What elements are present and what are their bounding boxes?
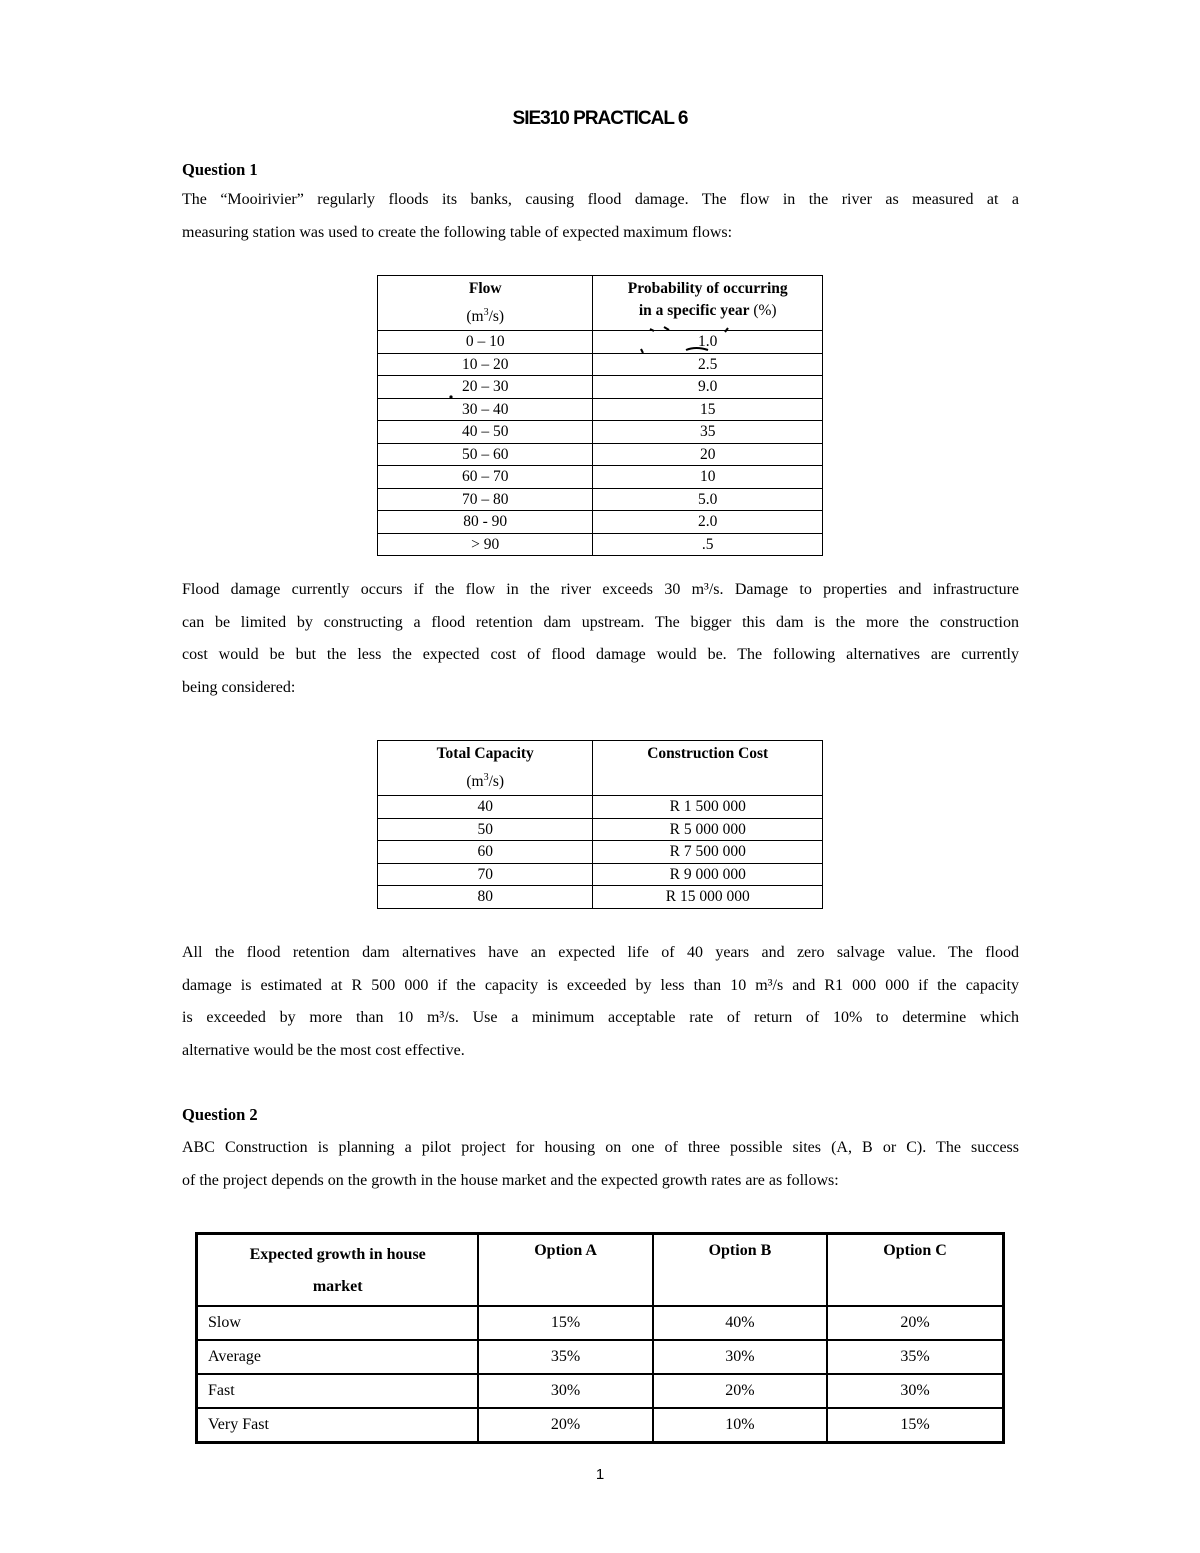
table-cell: R 5 000 000 — [593, 818, 823, 841]
page-title: SIE310 PRACTICAL 6 — [512, 108, 688, 129]
growth-options-table — [195, 1232, 1005, 1444]
table-cell: 20 – 30 — [378, 376, 593, 399]
table-cell: R 9 000 000 — [593, 863, 823, 886]
table-cell: 80 - 90 — [378, 511, 593, 534]
text-line: The “Mooirivier” regularly floods its banks, causing flood damage. The flow in the river as measured at a — [182, 191, 1019, 208]
option-c-header: Option C — [827, 1234, 1003, 1307]
probability-header-unit: (%) — [749, 302, 777, 319]
table-row — [378, 376, 823, 399]
table-cell: 9.0 — [593, 376, 823, 399]
growth-header — [197, 1234, 479, 1307]
table-row — [378, 488, 823, 511]
table-row — [378, 796, 823, 819]
table-row — [197, 1408, 1004, 1443]
question-1-intro — [182, 184, 1019, 249]
text-line: damage is estimated at R 500 000 if the capacity is exceeded by less than 10 m³/s and R1 000 000 if the capacity — [182, 976, 1019, 994]
table-cell: 15 — [593, 398, 823, 421]
pen-marks-decoration — [636, 322, 816, 362]
capacity-cost-table — [377, 740, 823, 909]
table-cell: 20% — [827, 1306, 1003, 1340]
table-row — [378, 421, 823, 444]
table-row — [197, 1374, 1004, 1408]
growth-header-line2: market — [312, 1278, 363, 1295]
table-cell: 30% — [827, 1374, 1003, 1408]
probability-header-line1: Probability of occurring — [627, 280, 788, 297]
option-b-header: Option B — [653, 1234, 827, 1307]
flow-unit: $(m^3/s)$ — [466, 306, 505, 325]
table-cell: 20% — [653, 1374, 827, 1408]
table-cell: Very Fast — [197, 1408, 479, 1443]
table-cell: 10 — [593, 466, 823, 489]
table-cell: 10% — [653, 1408, 827, 1443]
text-line: ABC Construction is planning a pilot project for housing on one of three possible sites (A, B or C). The success — [182, 1139, 1019, 1156]
table-row — [378, 398, 823, 421]
table-cell: > 90 — [378, 533, 593, 556]
construction-cost-header: Construction Cost — [593, 741, 823, 796]
growth-header-line1: Expected growth in house — [249, 1246, 426, 1263]
table-cell: R 7 500 000 — [593, 841, 823, 864]
table-cell: 1.0 — [593, 331, 823, 354]
table-row — [378, 466, 823, 489]
flow-header-label: Flow — [468, 280, 502, 297]
table-row — [378, 511, 823, 534]
table-row — [378, 443, 823, 466]
table-cell: 70 — [378, 863, 593, 886]
table-cell: 15% — [827, 1408, 1003, 1443]
text-line: can be limited by constructing a flood retention dam upstream. The bigger this dam is the more the construction — [182, 613, 1019, 631]
table-row — [378, 533, 823, 556]
question-2-heading: Question 2 — [182, 1105, 258, 1124]
flow-header — [378, 276, 593, 331]
table-cell: 60 — [378, 841, 593, 864]
table-cell: 50 — [378, 818, 593, 841]
question-1-heading: Question 1 — [182, 160, 258, 179]
text-line: is exceeded by more than 10 m³/s. Use a minimum acceptable rate of return of 10% to determine which — [182, 1009, 1019, 1026]
pen-dot-decoration — [448, 394, 456, 402]
table-cell: 0 – 10 — [378, 331, 593, 354]
table-cell: 20 — [593, 443, 823, 466]
question-1-closing — [182, 937, 1019, 1067]
table-cell: R 1 500 000 — [593, 796, 823, 819]
option-a-header: Option A — [478, 1234, 652, 1307]
table-cell: 40% — [653, 1306, 827, 1340]
table-cell: 5.0 — [593, 488, 823, 511]
text-line: being considered: — [182, 678, 296, 696]
table-cell: Slow — [197, 1306, 479, 1340]
table-cell: R 15 000 000 — [593, 886, 823, 909]
table-cell: 2.5 — [593, 353, 823, 376]
text-line: All the flood retention dam alternatives have an expected life of 40 years and zero salvage value. The flood — [182, 944, 1019, 961]
table-cell: 15% — [478, 1306, 652, 1340]
table-cell: 10 – 20 — [378, 353, 593, 376]
question-1-middle — [182, 574, 1019, 704]
table-row — [197, 1340, 1004, 1374]
capacity-header — [378, 741, 593, 796]
table-cell: 50 – 60 — [378, 443, 593, 466]
table-cell: Average — [197, 1340, 479, 1374]
table-cell: 2.0 — [593, 511, 823, 534]
table-row — [378, 841, 823, 864]
table-cell: Fast — [197, 1374, 479, 1408]
table-cell: .5 — [593, 533, 823, 556]
question-2-intro — [182, 1132, 1019, 1197]
capacity-header-label: Total Capacity — [436, 745, 534, 762]
table-row — [378, 818, 823, 841]
table-row — [378, 863, 823, 886]
page-number: 1 — [595, 1466, 605, 1483]
table-cell: 40 – 50 — [378, 421, 593, 444]
table-cell: 30% — [653, 1340, 827, 1374]
table-row — [197, 1306, 1004, 1340]
table-cell: 30 – 40 — [378, 398, 593, 421]
probability-header-line2: in a specific year — [638, 302, 750, 319]
table-cell: 70 – 80 — [378, 488, 593, 511]
flow-probability-table — [377, 275, 823, 556]
table-cell: 40 — [378, 796, 593, 819]
table-cell: 80 — [378, 886, 593, 909]
table-cell: 35% — [827, 1340, 1003, 1374]
table-cell: 30% — [478, 1374, 652, 1408]
table-cell: 35% — [478, 1340, 652, 1374]
text-line: cost would be but the less the expected cost of flood damage would be. The following alternatives are currently — [182, 646, 1019, 663]
text-line: of the project depends on the growth in the house market and the expected growth rates are as follows: — [182, 1171, 839, 1189]
table-row — [378, 886, 823, 909]
table-cell: 20% — [478, 1408, 652, 1443]
text-line: Flood damage currently occurs if the flow in the river exceeds 30 m³/s. Damage to properties and infrastructure — [182, 581, 1019, 598]
table-cell: 35 — [593, 421, 823, 444]
capacity-unit: $(m^3/s)$ — [466, 771, 505, 790]
text-line: alternative would be the most cost effective. — [182, 1041, 465, 1059]
table-cell: 60 – 70 — [378, 466, 593, 489]
text-line: measuring station was used to create the following table of expected maximum flows: — [182, 223, 733, 241]
